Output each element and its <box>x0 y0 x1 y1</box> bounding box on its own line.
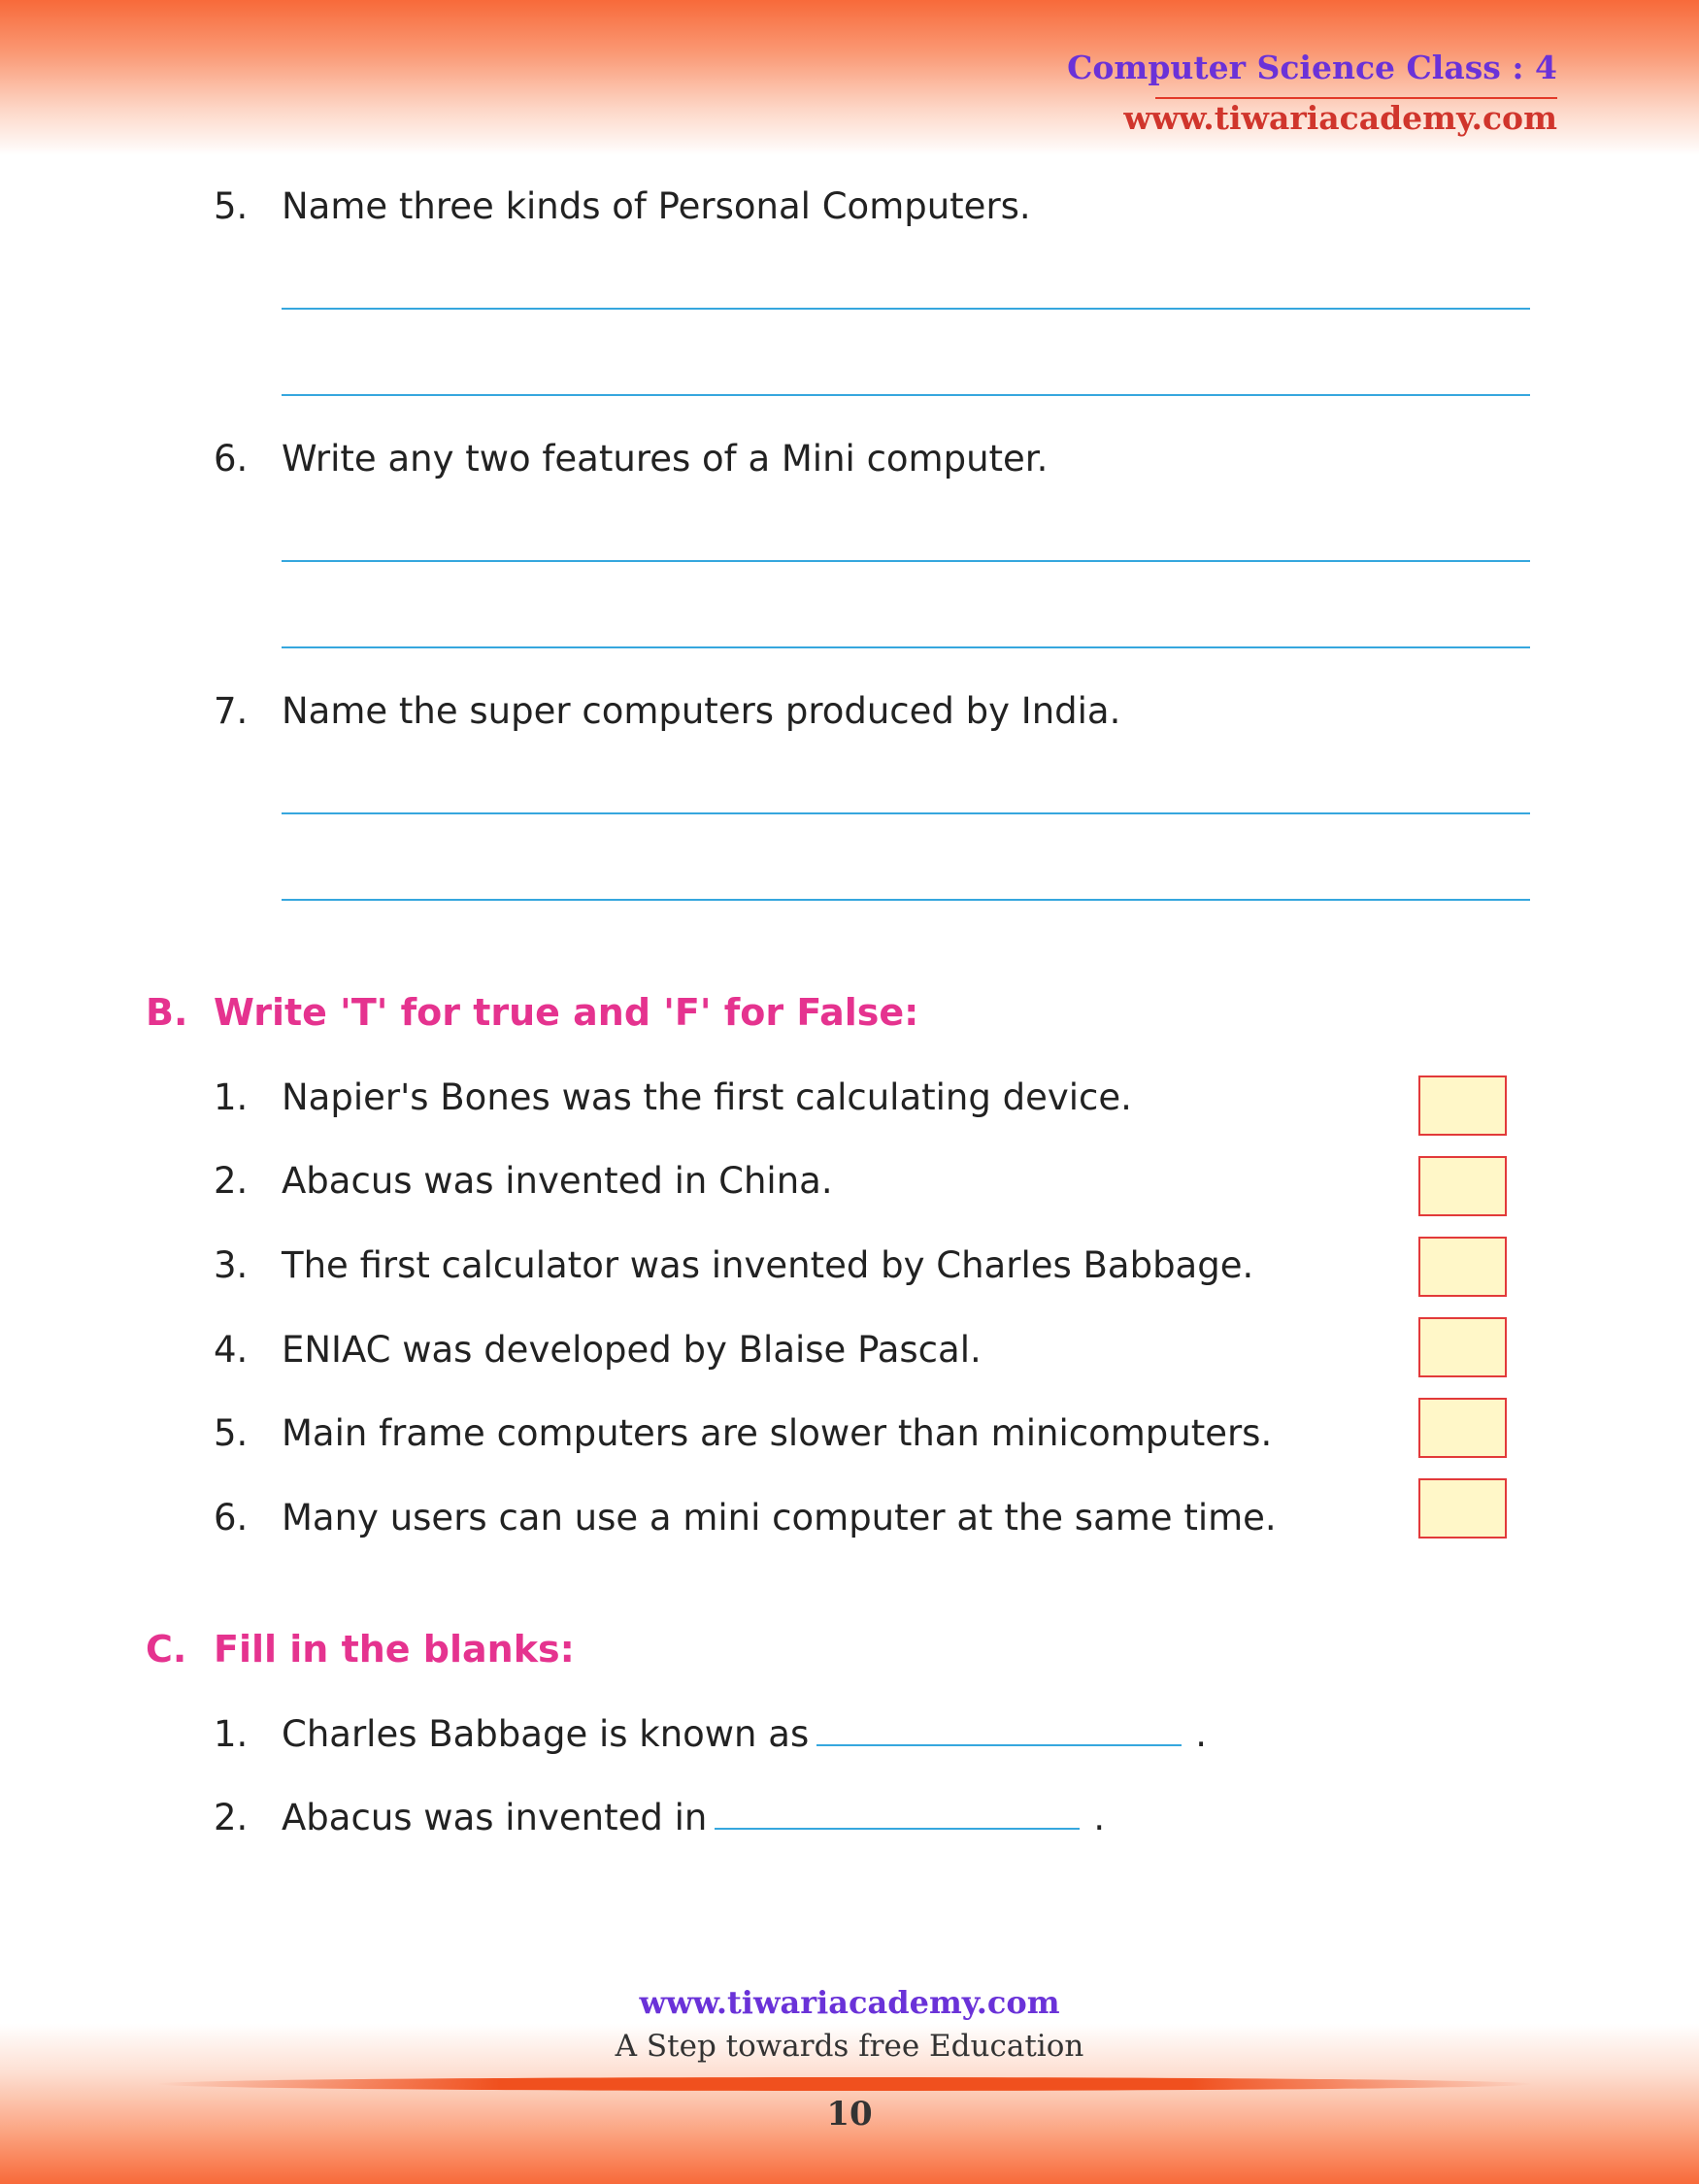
item-body <box>282 1795 1105 1841</box>
item-text: Many users can use a mini computer at the same time. <box>282 1497 1277 1539</box>
item-number: 6. <box>214 1497 249 1539</box>
item-number: 2. <box>214 1797 249 1838</box>
true-false-answer-box[interactable] <box>1418 1398 1507 1458</box>
blank-line[interactable] <box>816 1715 1182 1746</box>
item-text: Abacus was invented in China. <box>282 1160 833 1202</box>
answer-line[interactable] <box>282 899 1530 901</box>
section-letter: B. <box>146 991 188 1034</box>
item-number: 3. <box>214 1244 249 1286</box>
blank-line[interactable] <box>715 1799 1080 1830</box>
question-text: Name three kinds of Personal Computers. <box>282 185 1031 227</box>
item-number: 5. <box>214 1412 249 1454</box>
true-false-answer-box[interactable] <box>1418 1317 1507 1377</box>
item-number: 4. <box>214 1329 249 1371</box>
item-text: Abacus was invented in <box>282 1797 708 1838</box>
answer-line[interactable] <box>282 308 1530 310</box>
footer-tagline: A Step towards free Education <box>615 2029 1084 2064</box>
item-number: 1. <box>214 1076 249 1118</box>
true-false-answer-box[interactable] <box>1418 1075 1507 1136</box>
item-end: . <box>1093 1797 1106 1838</box>
page-number: 10 <box>826 2095 873 2134</box>
item-text: Napier's Bones was the first calculating device. <box>282 1076 1132 1118</box>
header-title: Computer Science Class : 4 <box>1067 49 1557 86</box>
item-number: 2. <box>214 1160 249 1202</box>
item-end: . <box>1195 1713 1207 1755</box>
item-text: Main frame computers are slower than minicomputers. <box>282 1412 1273 1454</box>
question-number: 5. <box>214 185 249 227</box>
answer-line[interactable] <box>282 560 1530 562</box>
true-false-answer-box[interactable] <box>1418 1156 1507 1216</box>
question-text: Name the super computers produced by India. <box>282 690 1121 732</box>
item-body <box>282 1711 1207 1758</box>
item-text: The first calculator was invented by Charles Babbage. <box>282 1244 1254 1286</box>
item-text: Charles Babbage is known as <box>282 1713 810 1755</box>
answer-line[interactable] <box>282 394 1530 396</box>
footer-url[interactable]: www.tiwariacademy.com <box>639 1984 1060 2021</box>
footer-divider <box>155 2077 1534 2091</box>
answer-line[interactable] <box>282 812 1530 814</box>
item-text: ENIAC was developed by Blaise Pascal. <box>282 1329 982 1371</box>
true-false-answer-box[interactable] <box>1418 1237 1507 1297</box>
question-number: 7. <box>214 690 249 732</box>
header-url[interactable]: www.tiwariacademy.com <box>1123 99 1557 137</box>
question-number: 6. <box>214 438 249 480</box>
section-title: Write 'T' for true and 'F' for False: <box>214 991 919 1034</box>
item-number: 1. <box>214 1713 249 1755</box>
true-false-answer-box[interactable] <box>1418 1478 1507 1539</box>
section-letter: C. <box>146 1628 187 1671</box>
answer-line[interactable] <box>282 646 1530 648</box>
question-text: Write any two features of a Mini computer. <box>282 438 1049 480</box>
section-title: Fill in the blanks: <box>214 1628 575 1671</box>
